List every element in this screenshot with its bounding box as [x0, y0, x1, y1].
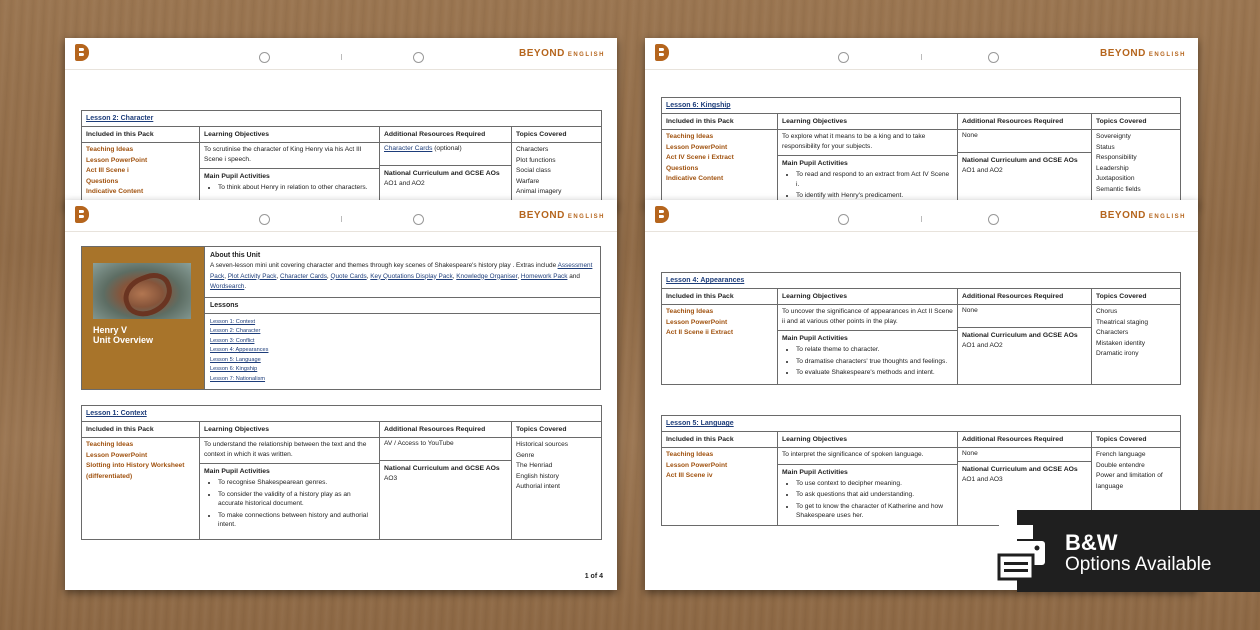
- pack-list: [82, 438, 200, 540]
- lesson-title[interactable]: Lesson 6: Kingship: [662, 98, 1181, 114]
- pack-list: [662, 448, 778, 526]
- pack-list: [662, 130, 778, 206]
- topic-item: Mistaken identity: [1096, 339, 1146, 347]
- overview-details: [204, 247, 600, 389]
- objective-text: To understand the relationship between the text and the context in which it was written.: [204, 441, 367, 458]
- lesson-link[interactable]: Lesson 2: Character: [210, 328, 261, 335]
- pack-item[interactable]: Lesson PowerPoint: [666, 318, 728, 326]
- pack-item[interactable]: Teaching Ideas: [666, 308, 714, 315]
- topic-item: Leadership: [1096, 164, 1129, 172]
- page-header: [645, 38, 1198, 70]
- col-header: Additional Resources Required: [380, 422, 512, 438]
- topic-item: Plot functions: [516, 156, 556, 164]
- curriculum-header: National Curriculum and GCSE AOs: [958, 461, 1091, 473]
- printer-icon: [985, 523, 1051, 581]
- pack-item[interactable]: Teaching Ideas: [666, 133, 714, 140]
- topic-item: Power and limitation of language: [1096, 472, 1163, 490]
- topic-item: Semantic fields: [1096, 185, 1141, 193]
- pack-item[interactable]: Slotting into History Worksheet: [86, 462, 185, 469]
- topic-item: The Henriad: [516, 462, 553, 469]
- topics-cell: [1092, 130, 1181, 206]
- brand-logo-icon: [75, 44, 89, 61]
- lesson-title[interactable]: Lesson 4: Appearances: [662, 273, 1181, 289]
- brand-name: BEYOND ENGLISH: [1100, 210, 1186, 221]
- objectives-cell: [778, 130, 958, 206]
- pack-item[interactable]: Indicative Content: [86, 188, 144, 195]
- col-header: Included in this Pack: [662, 289, 778, 305]
- topic-item: English history: [516, 472, 559, 480]
- pack-item[interactable]: Act IV Scene i Extract: [666, 154, 734, 161]
- activity-item: • To make connections between history and authorial intent.: [218, 511, 375, 530]
- fold-mark: [921, 54, 922, 60]
- lesson-table: [661, 272, 1181, 385]
- col-header: Topics Covered: [512, 127, 602, 143]
- resource-text: AV / Access to YouTube: [384, 440, 454, 447]
- lesson-table: [661, 415, 1181, 526]
- activity-item: • To evaluate Shakespeare's methods and intent.: [796, 368, 953, 378]
- pack-item[interactable]: Lesson PowerPoint: [86, 156, 148, 164]
- objectives-cell: [200, 143, 380, 201]
- activity-item: • To consider the validity of a history play as an accurate historical document.: [218, 490, 375, 509]
- topic-item: Dramatic irony: [1096, 350, 1139, 357]
- pack-item[interactable]: Teaching Ideas: [86, 441, 134, 448]
- page-lesson-6: [645, 38, 1198, 206]
- punch-hole-icon: [988, 52, 999, 63]
- punch-hole-icon: [259, 214, 270, 225]
- brand-name: BEYOND ENGLISH: [1100, 48, 1186, 59]
- activity-item: • To recognise Shakespearean genres.: [218, 478, 375, 488]
- pack-item[interactable]: Indicative Content: [666, 175, 724, 182]
- objective-text: To scrutinise the character of King Henry via his Act III Scene i speech.: [204, 146, 362, 163]
- brand-name: BEYOND ENGLISH: [519, 48, 605, 59]
- resource-note: (optional): [434, 145, 462, 152]
- activity-item: • To think about Henry in relation to other characters.: [218, 183, 375, 193]
- extra-link[interactable]: Key Quotations Display Pack: [370, 272, 453, 280]
- aos-text: AO1 and AO2: [962, 167, 1003, 174]
- lesson-title[interactable]: Lesson 2: Character: [82, 111, 602, 127]
- bw-options-banner: [1017, 510, 1260, 592]
- topic-item: Sovereignty: [1096, 133, 1131, 140]
- col-header: Topics Covered: [1092, 289, 1181, 305]
- punch-hole-icon: [838, 52, 849, 63]
- page-header: [65, 38, 617, 70]
- objective-text: To explore what it means to be a king and to take responsibility for your subjects.: [782, 133, 926, 150]
- col-header: Topics Covered: [1092, 432, 1181, 448]
- topic-item: Genre: [516, 451, 535, 459]
- col-header: Topics Covered: [512, 422, 602, 438]
- lesson-link[interactable]: Lesson 3: Conflict: [210, 337, 255, 344]
- resources-cell: [380, 438, 512, 540]
- page-lesson-2: [65, 38, 617, 208]
- curriculum-header: National Curriculum and GCSE AOs: [380, 165, 511, 177]
- lessons-heading: Lessons: [205, 297, 600, 314]
- banner-subtitle: Options Available: [1065, 554, 1212, 575]
- punch-hole-icon: [413, 214, 424, 225]
- col-header: Topics Covered: [1092, 114, 1181, 130]
- aos-text: AO3: [384, 475, 398, 482]
- lesson-table: [661, 97, 1181, 206]
- col-header: Learning Objectives: [200, 127, 380, 143]
- resource-text: None: [962, 450, 978, 457]
- lesson-table: [81, 405, 602, 540]
- banner-title: B&W: [1065, 530, 1118, 555]
- topic-item: Juxtaposition: [1096, 175, 1135, 182]
- extra-link[interactable]: Plot Activity Pack: [227, 272, 277, 280]
- col-header: Additional Resources Required: [958, 289, 1092, 305]
- lessons-list: [205, 314, 600, 389]
- resource-text: None: [962, 307, 978, 314]
- activity-item: • To identify with Henry's predicament.: [796, 191, 953, 201]
- resources-cell: [958, 305, 1092, 385]
- aos-text: AO1 and AO2: [962, 342, 1003, 349]
- activities-header: Main Pupil Activities: [778, 155, 957, 167]
- pack-item[interactable]: Act III Scene iv: [666, 472, 713, 479]
- col-header: Additional Resources Required: [380, 127, 512, 143]
- punch-hole-icon: [988, 214, 999, 225]
- pack-item[interactable]: Lesson PowerPoint: [666, 143, 728, 151]
- curriculum-header: National Curriculum and GCSE AOs: [958, 152, 1091, 164]
- pack-list: [662, 305, 778, 385]
- about-heading: About this Unit: [210, 252, 261, 259]
- topic-item: Characters: [516, 146, 549, 153]
- activity-item: • To use context to decipher meaning.: [796, 479, 953, 489]
- brand-logo-icon: [655, 206, 669, 223]
- fold-mark: [341, 216, 342, 222]
- objective-text: To uncover the significance of appearances in Act II Scene ii and at various other points in the play.: [782, 308, 953, 325]
- col-header: Learning Objectives: [778, 432, 958, 448]
- lesson-link[interactable]: Lesson 6: Kingship: [210, 366, 258, 373]
- resource-text: None: [962, 132, 978, 139]
- lesson-link[interactable]: Lesson 1: Context: [210, 318, 256, 325]
- lesson-table: [81, 110, 602, 201]
- col-header: Included in this Pack: [662, 114, 778, 130]
- topic-item: Animal imagery: [516, 188, 562, 195]
- pack-item[interactable]: (differentiated): [86, 472, 133, 480]
- objective-text: To interpret the significance of spoken language.: [782, 451, 924, 458]
- activity-item: • To get to know the character of Katherine and how Shakespeare uses her.: [796, 502, 953, 521]
- col-header: Included in this Pack: [82, 422, 200, 438]
- objectives-cell: [200, 438, 380, 540]
- pack-item[interactable]: Teaching Ideas: [86, 146, 134, 153]
- pack-item[interactable]: Lesson PowerPoint: [86, 451, 148, 459]
- activities-header: Main Pupil Activities: [778, 330, 957, 342]
- col-header: Included in this Pack: [82, 127, 200, 143]
- extra-link[interactable]: Assessment Pack: [210, 262, 593, 280]
- lesson-link[interactable]: Lesson 5: Language: [210, 356, 261, 363]
- punch-hole-icon: [838, 214, 849, 225]
- pack-item[interactable]: Questions: [86, 177, 119, 185]
- topic-item: Double entendre: [1096, 461, 1145, 469]
- topics-cell: [512, 143, 602, 201]
- activities-header: Main Pupil Activities: [200, 168, 379, 180]
- page-header: [65, 200, 617, 232]
- resources-cell: [380, 143, 512, 201]
- lesson-title[interactable]: Lesson 1: Context: [82, 406, 602, 422]
- pack-item[interactable]: Lesson PowerPoint: [666, 461, 728, 469]
- topic-item: Chorus: [1096, 308, 1118, 315]
- brand-logo-icon: [655, 44, 669, 61]
- curriculum-header: National Curriculum and GCSE AOs: [958, 327, 1091, 339]
- brand-name: BEYOND ENGLISH: [519, 210, 605, 221]
- lesson-title[interactable]: Lesson 5: Language: [662, 416, 1181, 432]
- curriculum-header: National Curriculum and GCSE AOs: [380, 460, 511, 472]
- page-header: [645, 200, 1198, 232]
- extra-link[interactable]: Homework Pack: [520, 272, 568, 280]
- extra-link[interactable]: Wordsearch: [210, 283, 245, 290]
- resources-cell: [958, 130, 1092, 206]
- activities-header: Main Pupil Activities: [778, 464, 957, 476]
- punch-hole-icon: [413, 52, 424, 63]
- unit-overview-box: [81, 246, 601, 390]
- activity-item: • To ask questions that aid understanding.: [796, 490, 953, 500]
- cover-image: [93, 263, 191, 319]
- pack-item[interactable]: Teaching Ideas: [666, 451, 714, 458]
- topics-cell: [512, 438, 602, 540]
- about-text: A seven-lesson mini unit covering character and themes through key scenes of Shakespeare's history play . Extras include Assessment Pack, Plot Activity Pack, Character Cards, Quote Cards, Key Quotations Display Pack, Knowledge Organiser, Homework Pack and Wordsearch.: [210, 262, 593, 290]
- aos-text: AO1 and AO2: [384, 180, 425, 187]
- topic-item: Warfare: [516, 177, 540, 185]
- col-header: Learning Objectives: [200, 422, 380, 438]
- topic-item: Authorial intent: [516, 483, 560, 490]
- pack-list: [82, 143, 200, 201]
- col-header: Learning Objectives: [778, 289, 958, 305]
- activity-item: • To dramatise characters' true thoughts and feelings.: [796, 357, 953, 367]
- overview-cover: [82, 247, 204, 389]
- topic-item: Characters: [1096, 329, 1129, 336]
- topic-item: French language: [1096, 451, 1146, 458]
- activity-item: • To read and respond to an extract from Act IV Scene i.: [796, 170, 953, 189]
- col-header: Included in this Pack: [662, 432, 778, 448]
- pack-item[interactable]: Questions: [666, 164, 699, 172]
- fold-mark: [921, 216, 922, 222]
- extra-link[interactable]: Character Cards: [280, 272, 327, 280]
- topic-item: Historical sources: [516, 441, 569, 448]
- fold-mark: [341, 54, 342, 60]
- page-unit-overview: [65, 200, 617, 590]
- lesson-link[interactable]: Lesson 7: Nationalism: [210, 376, 266, 383]
- objectives-cell: [778, 448, 958, 526]
- activity-item: • To relate theme to character.: [796, 345, 953, 355]
- page-number: 1 of 4: [584, 573, 603, 580]
- activities-header: Main Pupil Activities: [200, 463, 379, 475]
- col-header: Additional Resources Required: [958, 432, 1092, 448]
- aos-text: AO1 and AO3: [962, 476, 1003, 483]
- overview-title: Henry V Unit Overview: [93, 325, 154, 345]
- topic-item: Theatrical staging: [1096, 318, 1149, 326]
- topic-item: Status: [1096, 143, 1115, 151]
- extra-link[interactable]: Quote Cards: [330, 272, 367, 280]
- punch-hole-icon: [259, 52, 270, 63]
- pack-item[interactable]: Act II Scene ii Extract: [666, 329, 734, 336]
- topic-item: Responsibility: [1096, 154, 1137, 161]
- objectives-cell: [778, 305, 958, 385]
- extra-link[interactable]: Knowledge Organiser: [456, 272, 518, 280]
- col-header: Learning Objectives: [778, 114, 958, 130]
- brand-logo-icon: [75, 206, 89, 223]
- lesson-link[interactable]: Lesson 4: Appearances: [210, 347, 269, 354]
- pack-item[interactable]: Act III Scene i: [86, 167, 129, 174]
- col-header: Additional Resources Required: [958, 114, 1092, 130]
- resource-link[interactable]: Character Cards: [384, 145, 433, 152]
- topics-cell: [1092, 305, 1181, 385]
- topic-item: Social class: [516, 167, 551, 174]
